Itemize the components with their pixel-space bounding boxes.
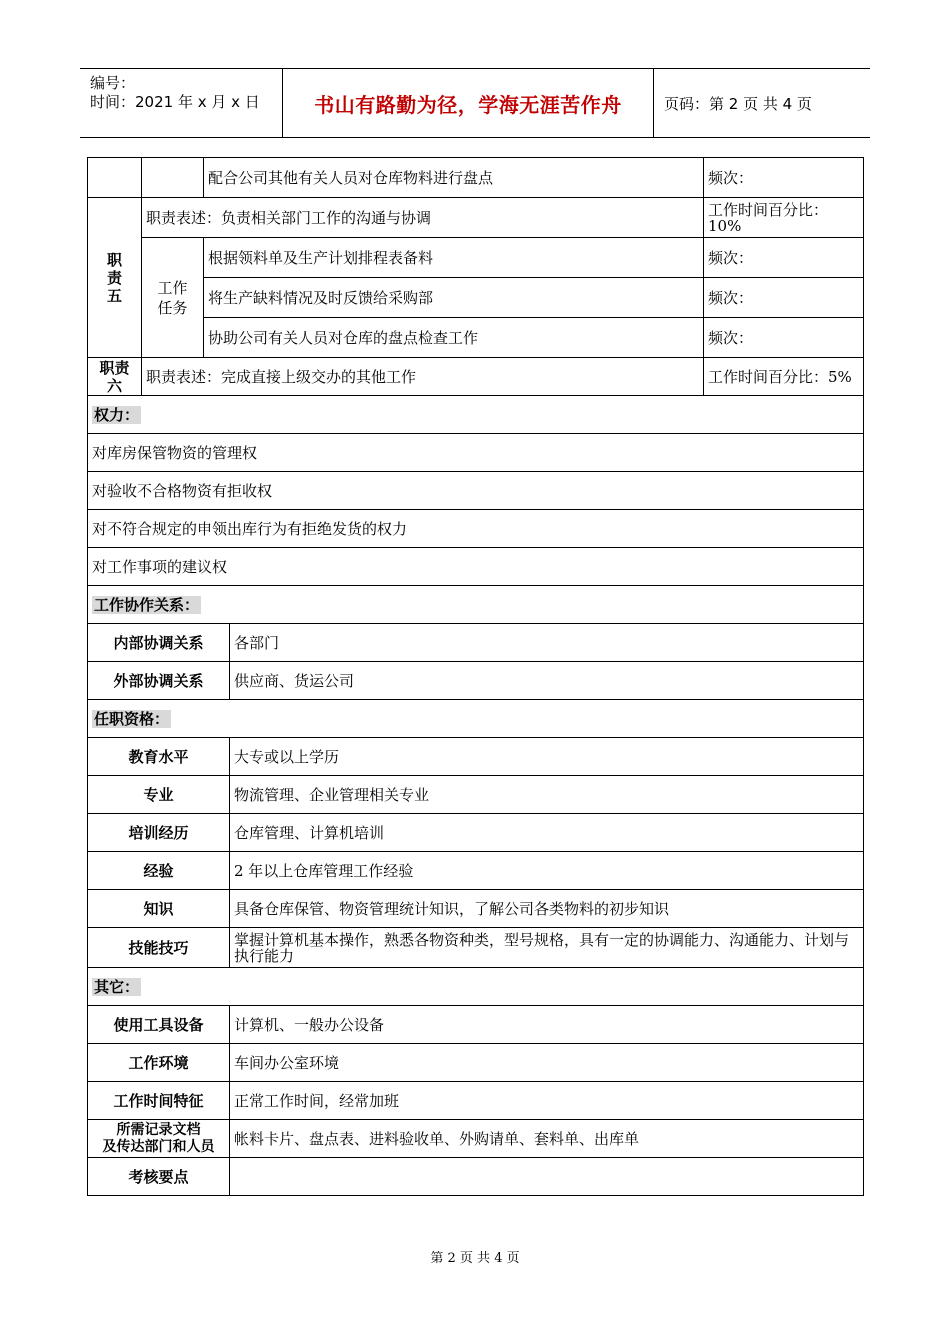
relation-row — [88, 662, 864, 700]
relation-value: 各部门 — [230, 624, 864, 662]
other-value: 帐料卡片、盘点表、进料验收单、外购请单、套料单、出库单 — [230, 1120, 864, 1158]
power-row — [88, 548, 864, 586]
duty5-task-row — [88, 238, 864, 278]
other-row — [88, 1120, 864, 1158]
powers-title: 权力： — [88, 396, 864, 434]
others-heading-row — [88, 968, 864, 1006]
qualification-label: 教育水平 — [88, 738, 230, 776]
qualification-row — [88, 852, 864, 890]
power-item: 对不符合规定的申领出库行为有拒绝发货的权力 — [88, 510, 864, 548]
duty-prev-row — [88, 158, 864, 198]
other-label: 使用工具设备 — [88, 1006, 230, 1044]
other-value: 计算机、一般办公设备 — [230, 1006, 864, 1044]
qualification-row — [88, 738, 864, 776]
page-info: 页码：第 2 页 共 4 页 — [664, 94, 812, 113]
qualification-value: 物流管理、企业管理相关专业 — [230, 776, 864, 814]
duty5-time-pct: 工作时间百分比：10% — [704, 198, 864, 238]
relation-value: 供应商、货运公司 — [230, 662, 864, 700]
other-row — [88, 1006, 864, 1044]
qualification-row — [88, 928, 864, 968]
other-label: 工作时间特征 — [88, 1082, 230, 1120]
motto: 书山有路勤为径，学海无涯苦作舟 — [314, 92, 622, 117]
task-text: 根据领料单及生产计划排程表备料 — [204, 238, 704, 278]
relations-title: 工作协作关系： — [88, 586, 864, 624]
relations-heading-row — [88, 586, 864, 624]
qualification-row — [88, 776, 864, 814]
time-label: 时间：2021 年 x 月 x 日 — [90, 93, 260, 111]
duty6-description: 职责表述：完成直接上级交办的其他工作 — [142, 358, 704, 396]
empty-cell — [142, 158, 204, 198]
power-item: 对工作事项的建议权 — [88, 548, 864, 586]
code-label: 编号： — [90, 74, 136, 92]
header-meta — [80, 69, 280, 137]
power-item: 对验收不合格物资有拒收权 — [88, 472, 864, 510]
relation-label: 外部协调关系 — [88, 662, 230, 700]
qualification-value: 大专或以上学历 — [230, 738, 864, 776]
powers-heading-row — [88, 396, 864, 434]
duty6-time-pct: 工作时间百分比：5% — [704, 358, 864, 396]
task-frequency: 频次： — [704, 238, 864, 278]
qualification-value: 2 年以上仓库管理工作经验 — [230, 852, 864, 890]
duty5-task-row — [88, 318, 864, 358]
other-value: 正常工作时间，经常加班 — [230, 1082, 864, 1120]
other-label: 考核要点 — [88, 1158, 230, 1196]
page-header — [80, 68, 870, 138]
duty5-label: 职 责 五 — [88, 198, 142, 358]
duty5-description: 职责表述：负责相关部门工作的沟通与协调 — [142, 198, 704, 238]
qualification-label: 技能技巧 — [88, 928, 230, 968]
others-title: 其它： — [88, 968, 864, 1006]
job-description-table — [87, 157, 864, 1196]
other-row — [88, 1044, 864, 1082]
power-item: 对库房保管物资的管理权 — [88, 434, 864, 472]
other-value: 车间办公室环境 — [230, 1044, 864, 1082]
qualification-value: 仓库管理、计算机培训 — [230, 814, 864, 852]
other-label: 所需记录文档 及传达部门和人员 — [88, 1120, 230, 1158]
other-row — [88, 1082, 864, 1120]
qualifications-heading-row — [88, 700, 864, 738]
other-label: 工作环境 — [88, 1044, 230, 1082]
qualification-row — [88, 814, 864, 852]
task-frequency: 频次： — [704, 158, 864, 198]
duty6-label: 职责 六 — [88, 358, 142, 396]
qualifications-title: 任职资格： — [88, 700, 864, 738]
duty5-description-row — [88, 198, 864, 238]
other-value — [230, 1158, 864, 1196]
qualification-label: 培训经历 — [88, 814, 230, 852]
qualification-value: 掌握计算机基本操作，熟悉各物资种类，型号规格，具有一定的协调能力、沟通能力、计划与执行能力 — [230, 928, 864, 968]
power-row — [88, 472, 864, 510]
power-row — [88, 434, 864, 472]
duty5-task-label: 工作 任务 — [142, 238, 204, 358]
qualification-label: 专业 — [88, 776, 230, 814]
relation-label: 内部协调关系 — [88, 624, 230, 662]
qualification-label: 知识 — [88, 890, 230, 928]
other-row — [88, 1158, 864, 1196]
empty-cell — [88, 158, 142, 198]
task-text: 配合公司其他有关人员对仓库物料进行盘点 — [204, 158, 704, 198]
task-text: 将生产缺料情况及时反馈给采购部 — [204, 278, 704, 318]
qualification-row — [88, 890, 864, 928]
header-motto-cell — [282, 69, 654, 137]
page-footer: 第 2 页 共 4 页 — [430, 1251, 520, 1266]
task-frequency: 频次： — [704, 278, 864, 318]
qualification-value: 具备仓库保管、物资管理统计知识，了解公司各类物料的初步知识 — [230, 890, 864, 928]
duty6-row — [88, 358, 864, 396]
duty5-task-row — [88, 278, 864, 318]
task-frequency: 频次： — [704, 318, 864, 358]
relation-row — [88, 624, 864, 662]
power-row — [88, 510, 864, 548]
task-text: 协助公司有关人员对仓库的盘点检查工作 — [204, 318, 704, 358]
qualification-label: 经验 — [88, 852, 230, 890]
header-page-cell — [654, 69, 870, 137]
